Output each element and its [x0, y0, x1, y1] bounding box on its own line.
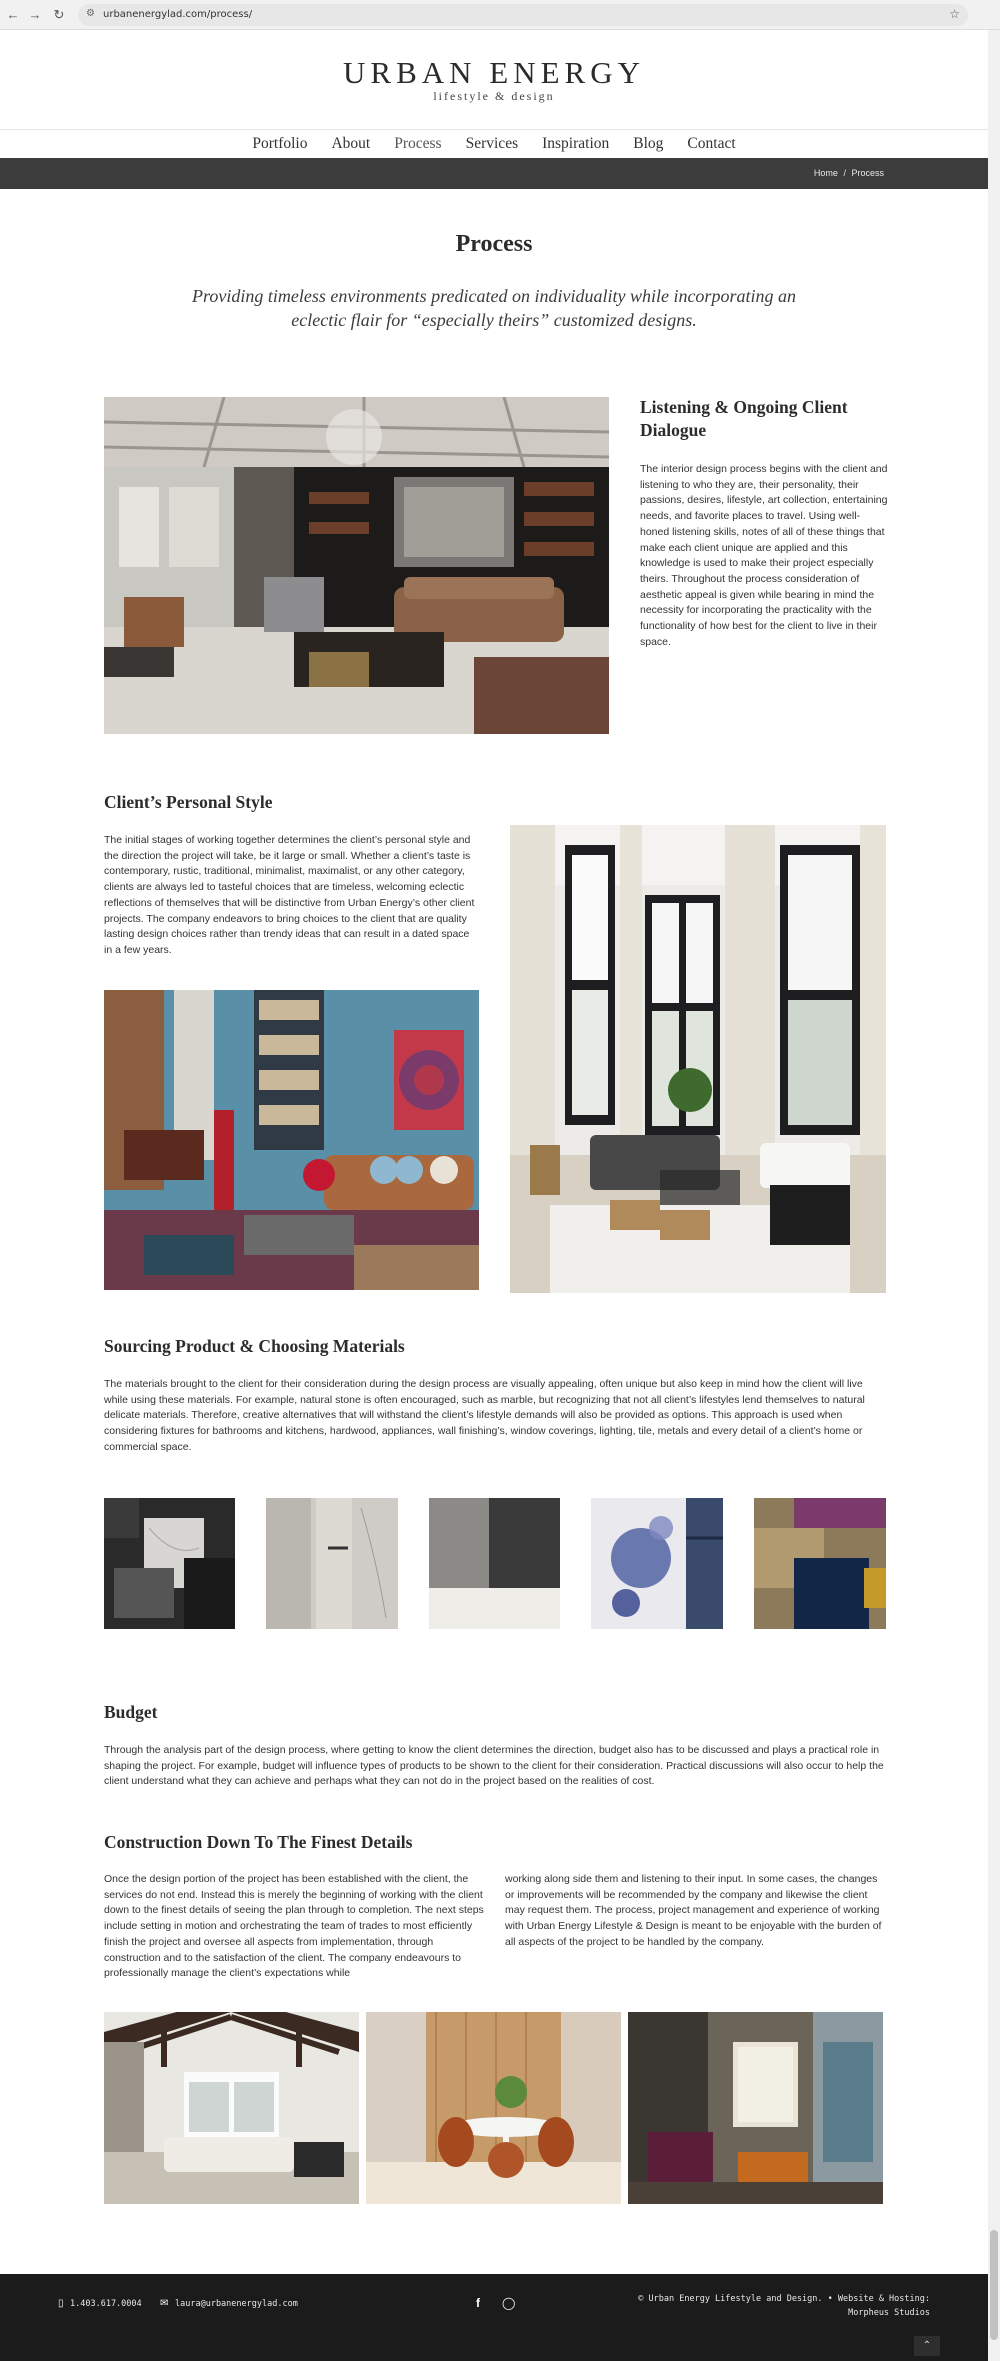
great-room-photo — [104, 2012, 359, 2204]
scroll-to-top-button[interactable] — [914, 2336, 940, 2356]
menu-inspiration[interactable]: Inspiration — [542, 135, 610, 152]
material-swatch-textiles — [754, 1498, 886, 1629]
reload-icon[interactable]: ↻ — [53, 7, 65, 22]
section-title-sourcing: Sourcing Product & Choosing Materials — [104, 1336, 405, 1356]
breadcrumb-home[interactable]: Home — [813, 168, 838, 178]
facebook-icon[interactable]: f — [476, 2296, 480, 2310]
section-body-sourcing: The materials brought to the client for their consideration during the design process are visually appealing, often unique but also keep in mind how the client will live while using these materials. For example, natural stone is often encouraged, such as marble, but recognizing that not all client’s lifestyles lend themselves to natural delicate materials. Therefore, creative alternatives that will withstand the client’s lifestyle demands will also be provided as options. This approach is used when considering fixtures for bathrooms and kitchens, hardwood, appliances, wall finishing’s, window coverings, lighting, tile, metals and every detail of a client’s home or commercial space. — [104, 1378, 865, 1453]
study-room-photo — [104, 990, 479, 1290]
menu-portfolio[interactable]: Portfolio — [252, 135, 308, 152]
section-title-budget: Budget — [104, 1702, 158, 1722]
back-icon[interactable]: ← — [6, 7, 20, 22]
address-bar[interactable] — [78, 4, 968, 26]
footer-credit-link[interactable]: Morpheus Studios — [848, 2308, 930, 2318]
forward-icon[interactable]: → — [28, 7, 42, 22]
main-menu — [0, 132, 988, 156]
section-title-style: Client’s Personal Style — [104, 792, 273, 812]
site-info-icon[interactable]: ⚙ — [86, 8, 95, 19]
menu-blog[interactable]: Blog — [633, 135, 664, 152]
breadcrumb-separator: / — [843, 168, 846, 178]
site-footer — [0, 2274, 988, 2361]
menu-services[interactable]: Services — [465, 135, 519, 152]
section-title-construction: Construction Down To The Finest Details — [104, 1832, 413, 1852]
bright-living-room-photo — [510, 825, 886, 1293]
breadcrumb-current: Process — [851, 168, 884, 178]
breadcrumb-bar — [0, 158, 988, 189]
instagram-icon[interactable]: ◯ — [502, 2296, 516, 2310]
phone-icon: ▯ — [58, 2298, 64, 2309]
menu-about[interactable]: About — [331, 135, 371, 152]
footer-copyright-line1: © Urban Energy Lifestyle and Design. • Website & Hosting: — [638, 2294, 930, 2304]
living-room-photo — [104, 397, 609, 734]
url-text: urbanenergylad.com/process/ — [103, 9, 253, 20]
page-tagline: Providing timeless environments predicated on individuality while incorporating an eclectic flair for “especially theirs” customized designs. — [192, 286, 796, 330]
scrollbar-thumb[interactable] — [990, 2230, 998, 2340]
footer-phone[interactable]: 1.403.617.0004 — [70, 2299, 142, 2309]
footer-email[interactable]: laura@urbanenergylad.com — [175, 2299, 298, 2309]
section-body-budget: Through the analysis part of the design process, where getting to know the client determines the direction, budget also has to be discussed and plays a practical role in shaping the project. For example, budget will influence types of products to be shown to the client for their consideration. Practical discussions will also occur to help the client understand what they can achieve and perhaps what they can not do in the project based on the realities of cost. — [104, 1744, 884, 1788]
page-title: Process — [455, 231, 533, 257]
header-divider — [0, 129, 988, 130]
section-body-construction-left: Once the design portion of the project has been established with the client, the services do not end. Instead this is merely the beginning of working with the client down to the finest details of seeing the plan through to completion. The next steps include setting in motion and orchestrating the team of trades to most efficiently finish the project and oversee all aspects from implementation, through construction and to the satisfaction of the client. The company endeavours to professionally manage the client’s expectations while — [104, 1873, 484, 1980]
section-body-construction-right: working along side them and listening to their input. In some cases, the changes or improvements will be recommended by the company and likewise the client may request them. The process, project management and experience of working with Urban Energy Lifestyle & Design is meant to be enjoyable with the burden of all aspects of the project to be handled by the company. — [505, 1873, 882, 1948]
menu-contact[interactable]: Contact — [687, 135, 736, 152]
material-swatch-marble — [266, 1498, 398, 1629]
email-icon: ✉ — [160, 2298, 169, 2309]
menu-process[interactable]: Process — [394, 135, 442, 152]
scrollbar[interactable] — [988, 30, 1000, 2361]
browser-toolbar — [0, 0, 1000, 30]
breadcrumb — [814, 167, 884, 179]
section-body-listening: The interior design process begins with the client and listening to who they are, their personality, their passions, desires, lifestyle, art collection, entertaining needs, and favorite places to travel. Using well-honed listening skills, notes of all of these things that make each client unique are applied and this knowledge is used to make their project especially theirs. Throughout the process consideration of aesthetic appeal is given while bearing in mind the necessity for incorporating the practicality with the functionality of how best for the client to live in their space. — [640, 463, 888, 648]
site-logo-tagline: lifestyle & design — [433, 89, 555, 103]
dining-nook-photo — [366, 2012, 621, 2204]
section-body-style: The initial stages of working together determines the client’s personal style and the direction the project will take, be it large or small. Whether a client’s taste is contemporary, rustic, traditional, minimalist, maximalist, or any other category, clients are always led to tasteful choices that are timeless, welcoming eclectic reflections of themselves that will be distinctive from Urban Energy’s other client projects. The company endeavors to bring choices to the client that are quality lasting design choices rather than trendy ideas that can result in a dated space in a few years. — [104, 834, 475, 956]
chevron-up-icon: ⌃ — [922, 2340, 932, 2351]
bookmark-star-icon[interactable]: ☆ — [949, 7, 960, 21]
footer-copyright — [600, 2292, 930, 2320]
site-logo[interactable]: URBAN ENERGY — [343, 55, 645, 90]
section-title-listening: Listening & Ongoing Client Dialogue — [640, 397, 848, 440]
vignette-room-photo — [628, 2012, 883, 2204]
material-swatch-fabric — [429, 1498, 560, 1629]
material-swatch-stone — [104, 1498, 235, 1629]
material-swatch-floral — [591, 1498, 723, 1629]
